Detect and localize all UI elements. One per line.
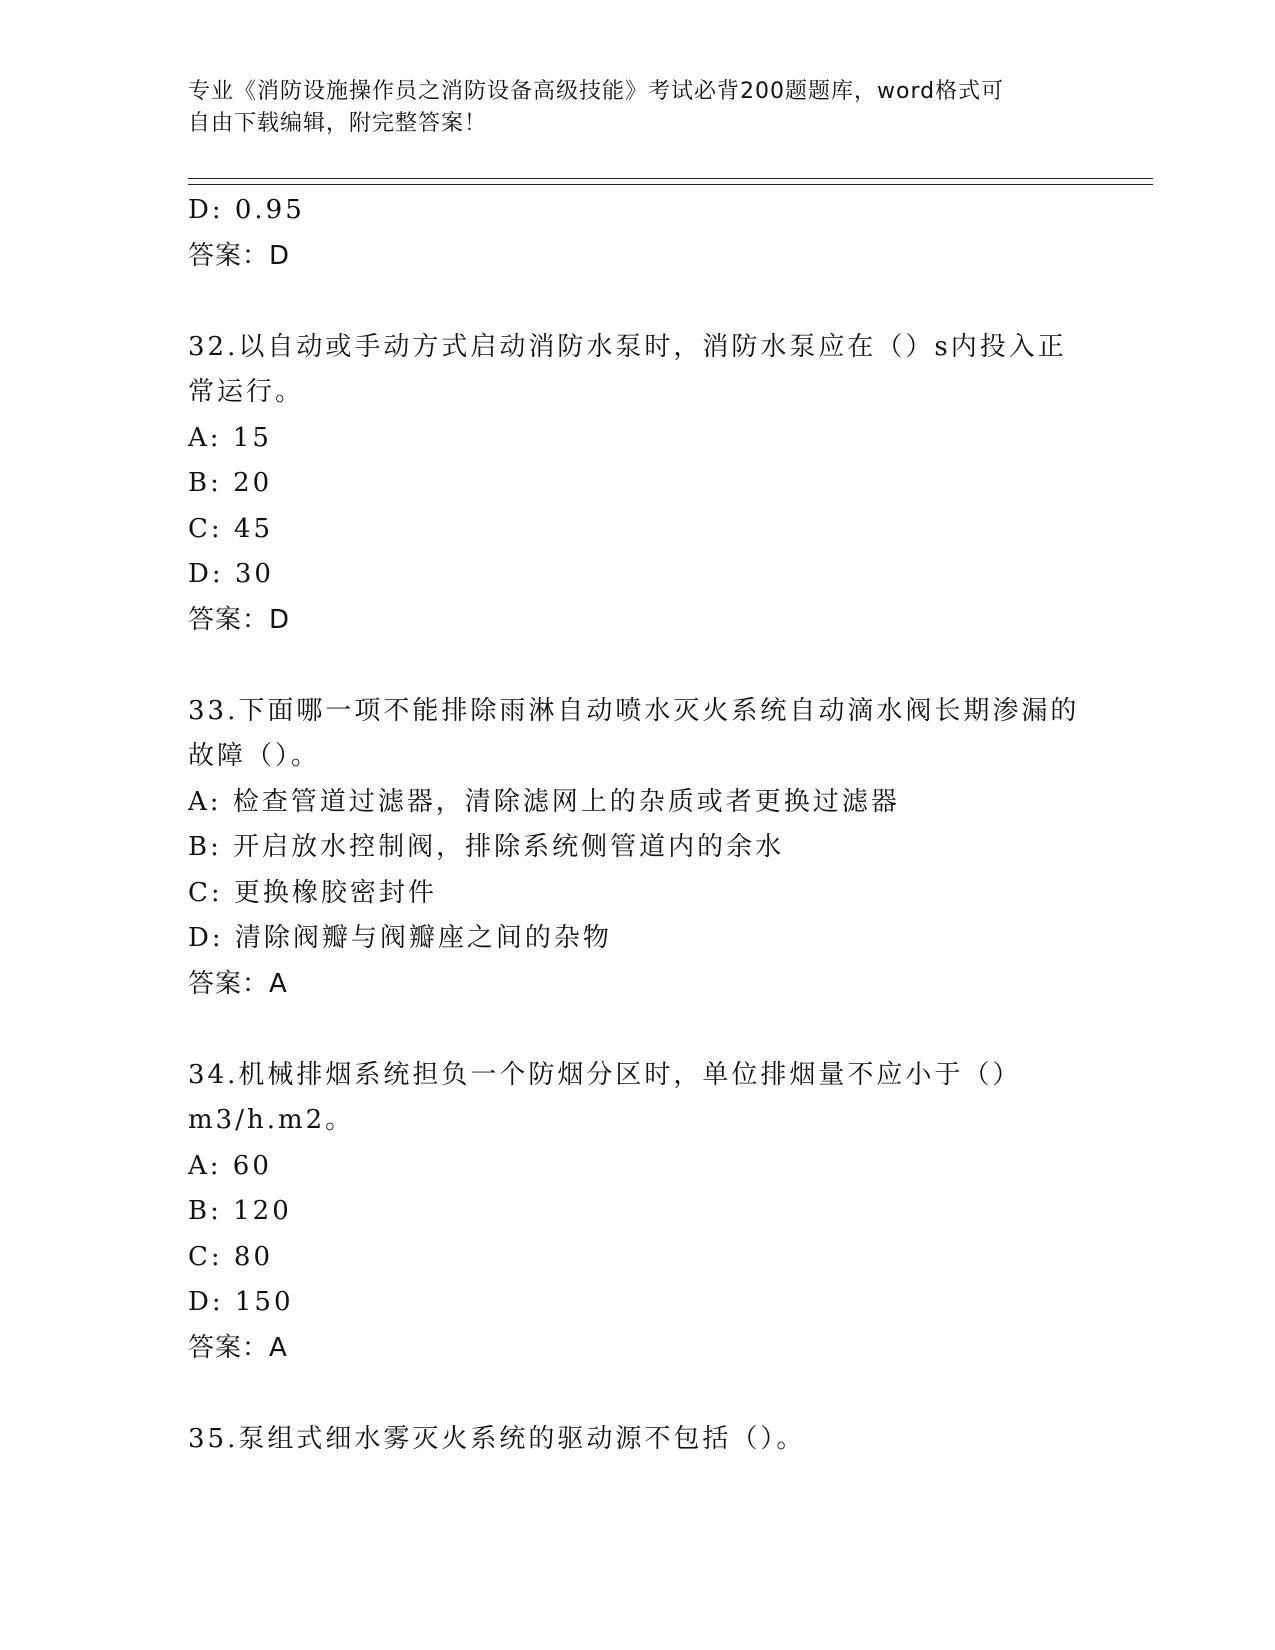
option-c: C: 更换橡胶密封件	[188, 877, 437, 908]
question-stem-cont: m3/h.m2。	[188, 1105, 355, 1135]
header-title-line-2: 自由下载编辑，附完整答案！	[188, 111, 488, 136]
question-stem: 34.机械排烟系统担负一个防烟分区时，单位排烟量不应小于（）	[188, 1059, 1022, 1090]
question-32	[188, 325, 1088, 644]
option-a: A: 检查管道过滤器，清除滤网上的杂质或者更换过滤器	[188, 786, 900, 817]
option-b: B: 开启放水控制阀，排除系统侧管道内的余水	[188, 832, 785, 862]
option-d: D: 清除阀瓣与阀瓣座之间的杂物	[188, 923, 612, 953]
header-title-line-1: 专业《消防设施操作员之消防设备高级技能》考试必背200题题库，word格式可	[188, 79, 1005, 104]
question-stem: 33.下面哪一项不能排除雨淋自动喷水灭火系统自动滴水阀长期渗漏的	[188, 695, 1080, 726]
document-header	[188, 76, 1068, 140]
option-b: B: 120	[188, 1196, 292, 1226]
question-stem: 32.以自动或手动方式启动消防水泵时，消防水泵应在（）s内投入正	[188, 331, 1067, 362]
option-c: C: 80	[188, 1241, 274, 1272]
question-35	[188, 1417, 1088, 1463]
question-33	[188, 689, 1088, 1008]
option-b: B: 20	[188, 468, 273, 498]
question-stem-cont: 常运行。	[188, 377, 305, 407]
option-d: D: 150	[188, 1287, 294, 1317]
option-d: D: 30	[188, 559, 274, 589]
answer: 答案：A	[188, 968, 288, 999]
prev-option-d: D: 0.95	[188, 195, 305, 225]
spacer	[188, 1371, 1088, 1417]
question-list	[188, 188, 1088, 1462]
answer: 答案：D	[188, 604, 291, 635]
header-divider-top	[188, 178, 1153, 179]
spacer	[188, 279, 1088, 325]
option-c: C: 45	[188, 513, 274, 544]
spacer	[188, 1007, 1088, 1053]
option-a: A: 15	[188, 422, 272, 453]
question-stem: 35.泵组式细水雾灭火系统的驱动源不包括（）。	[188, 1423, 806, 1454]
header-divider-bottom	[188, 184, 1153, 185]
question-34	[188, 1053, 1088, 1372]
answer: 答案：A	[188, 1332, 288, 1363]
option-a: A: 60	[188, 1150, 272, 1181]
spacer	[188, 643, 1088, 689]
question-stem-cont: 故障（）。	[188, 741, 321, 771]
prev-answer: 答案：D	[188, 240, 291, 271]
